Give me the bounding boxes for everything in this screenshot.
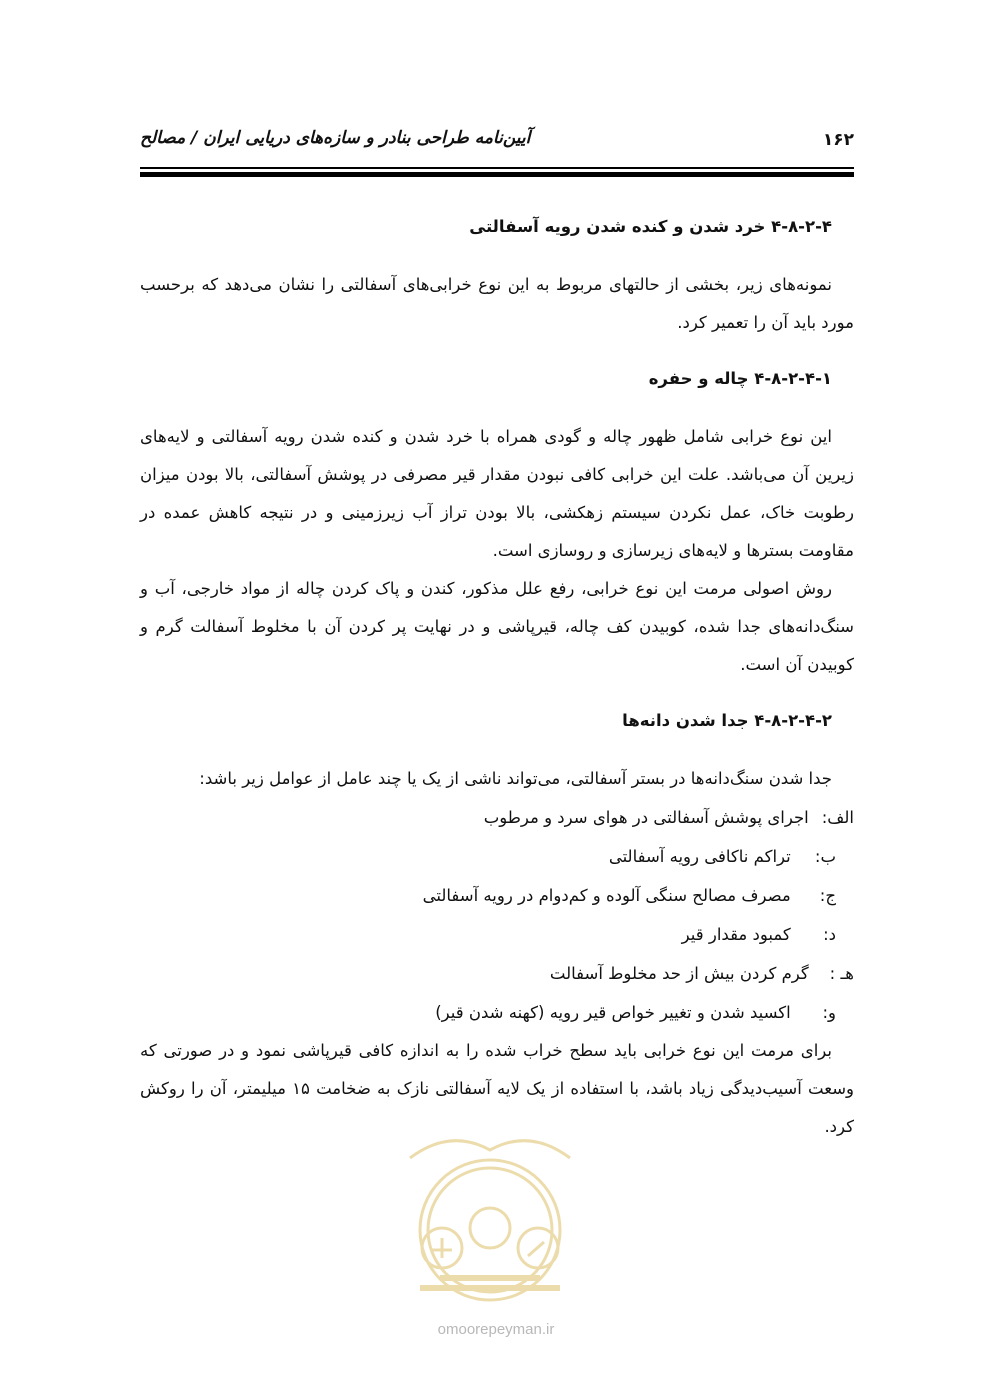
header-rule-thin bbox=[140, 167, 854, 169]
list-item-label: و: bbox=[822, 1003, 836, 1022]
subsection-heading-2: ۴-۸-۲-۴-۲ جدا شدن دانه‌ها bbox=[622, 711, 832, 730]
section-heading: ۴-۸-۲-۴ خرد شدن و کنده شدن رویه آسفالتی bbox=[469, 217, 832, 236]
list-item-text: کمبود مقدار قیر bbox=[681, 925, 791, 944]
list-item bbox=[140, 915, 854, 954]
subsection-1-paragraph-1: این نوع خرابی شامل ظهور چاله و گودی همراه با خرد شدن و کنده شدن رویه آسفالتی و لایه‌های زیرین آن می‌باشد. علت این خرابی کافی نبودن مقدار قیر مصرفی در پوشش آسفالتی، بالا بودن میزان رطوبت خاک، عمل نکردن سیستم زهکشی، بالا بودن تراز آب زیرزمینی و در نتیجه کاهش عمده در مقاومت بسترها و لایه‌های زیرسازی و روسازی است. bbox=[140, 427, 854, 560]
list-item-label: هـ : bbox=[829, 964, 854, 983]
watermark-url: omoorepeyman.ir bbox=[437, 1321, 555, 1338]
watermark-logo-icon bbox=[380, 1130, 600, 1305]
subsection-1-paragraph-2: روش اصولی مرمت این نوع خرابی، رفع علل مذکور، کندن و پاک کردن چاله از مواد خارجی، آب و سنگ‌دانه‌های جدا شده، کوبیدن کف چاله، قیرپاشی و در نهایت پر کردن آن با مخلوط آسفالت گرم و کوبیدن آن است. bbox=[140, 579, 854, 674]
list-item bbox=[140, 993, 854, 1032]
list-item-text: اکسید شدن و تغییر خواص قیر رویه (کهنه شدن قیر) bbox=[435, 1003, 791, 1022]
list-item-label: د: bbox=[823, 925, 836, 944]
list-item bbox=[140, 954, 854, 993]
body-text bbox=[140, 208, 854, 1146]
page-number: ۱۶۲ bbox=[822, 130, 854, 150]
subsection-2-closing-paragraph: برای مرمت این نوع خرابی باید سطح خراب شده را به اندازه کافی قیرپاشی نمود و در صورتی که وسعت آسیب‌دیدگی زیاد باشد، با استفاده از یک لایه آسفالتی نازک به ضخامت ۱۵ میلیمتر، آن را روکش کرد. bbox=[140, 1041, 854, 1136]
list-item-text: مصرف مصالح سنگی آلوده و کم‌دوام در رویه آسفالتی bbox=[422, 886, 791, 905]
list-item-label: ب: bbox=[814, 847, 836, 866]
list-item-text: گرم کردن بیش از حد مخلوط آسفالت bbox=[549, 964, 809, 983]
list-item-text: تراکم ناکافی رویه آسفالتی bbox=[608, 847, 791, 866]
running-title: آیین‌نامه طراحی بنادر و سازه‌های دریایی ایران / مصالح bbox=[140, 128, 531, 148]
list-item-label: ج: bbox=[819, 886, 836, 905]
list-item-label: الف: bbox=[821, 808, 854, 827]
list-item-text: اجرای پوشش آسفالتی در هوای سرد و مرطوب bbox=[483, 808, 809, 827]
header-rule-thick bbox=[140, 172, 854, 177]
list-item bbox=[140, 837, 854, 876]
list-item bbox=[140, 798, 854, 837]
causes-list bbox=[140, 798, 854, 1032]
list-item bbox=[140, 876, 854, 915]
subsection-2-intro: جدا شدن سنگ‌دانه‌ها در بستر آسفالتی، می‌تواند ناشی از یک یا چند عامل از عوامل زیر باشد: bbox=[199, 769, 832, 788]
subsection-heading-1: ۴-۸-۲-۴-۱ چاله و حفره bbox=[648, 369, 832, 388]
page-header bbox=[140, 126, 854, 162]
section-intro-paragraph: نمونه‌های زیر، بخشی از حالتهای مربوط به این نوع خرابی‌های آسفالتی را نشان می‌دهد که برحسب مورد باید آن را تعمیر کرد. bbox=[140, 275, 854, 332]
